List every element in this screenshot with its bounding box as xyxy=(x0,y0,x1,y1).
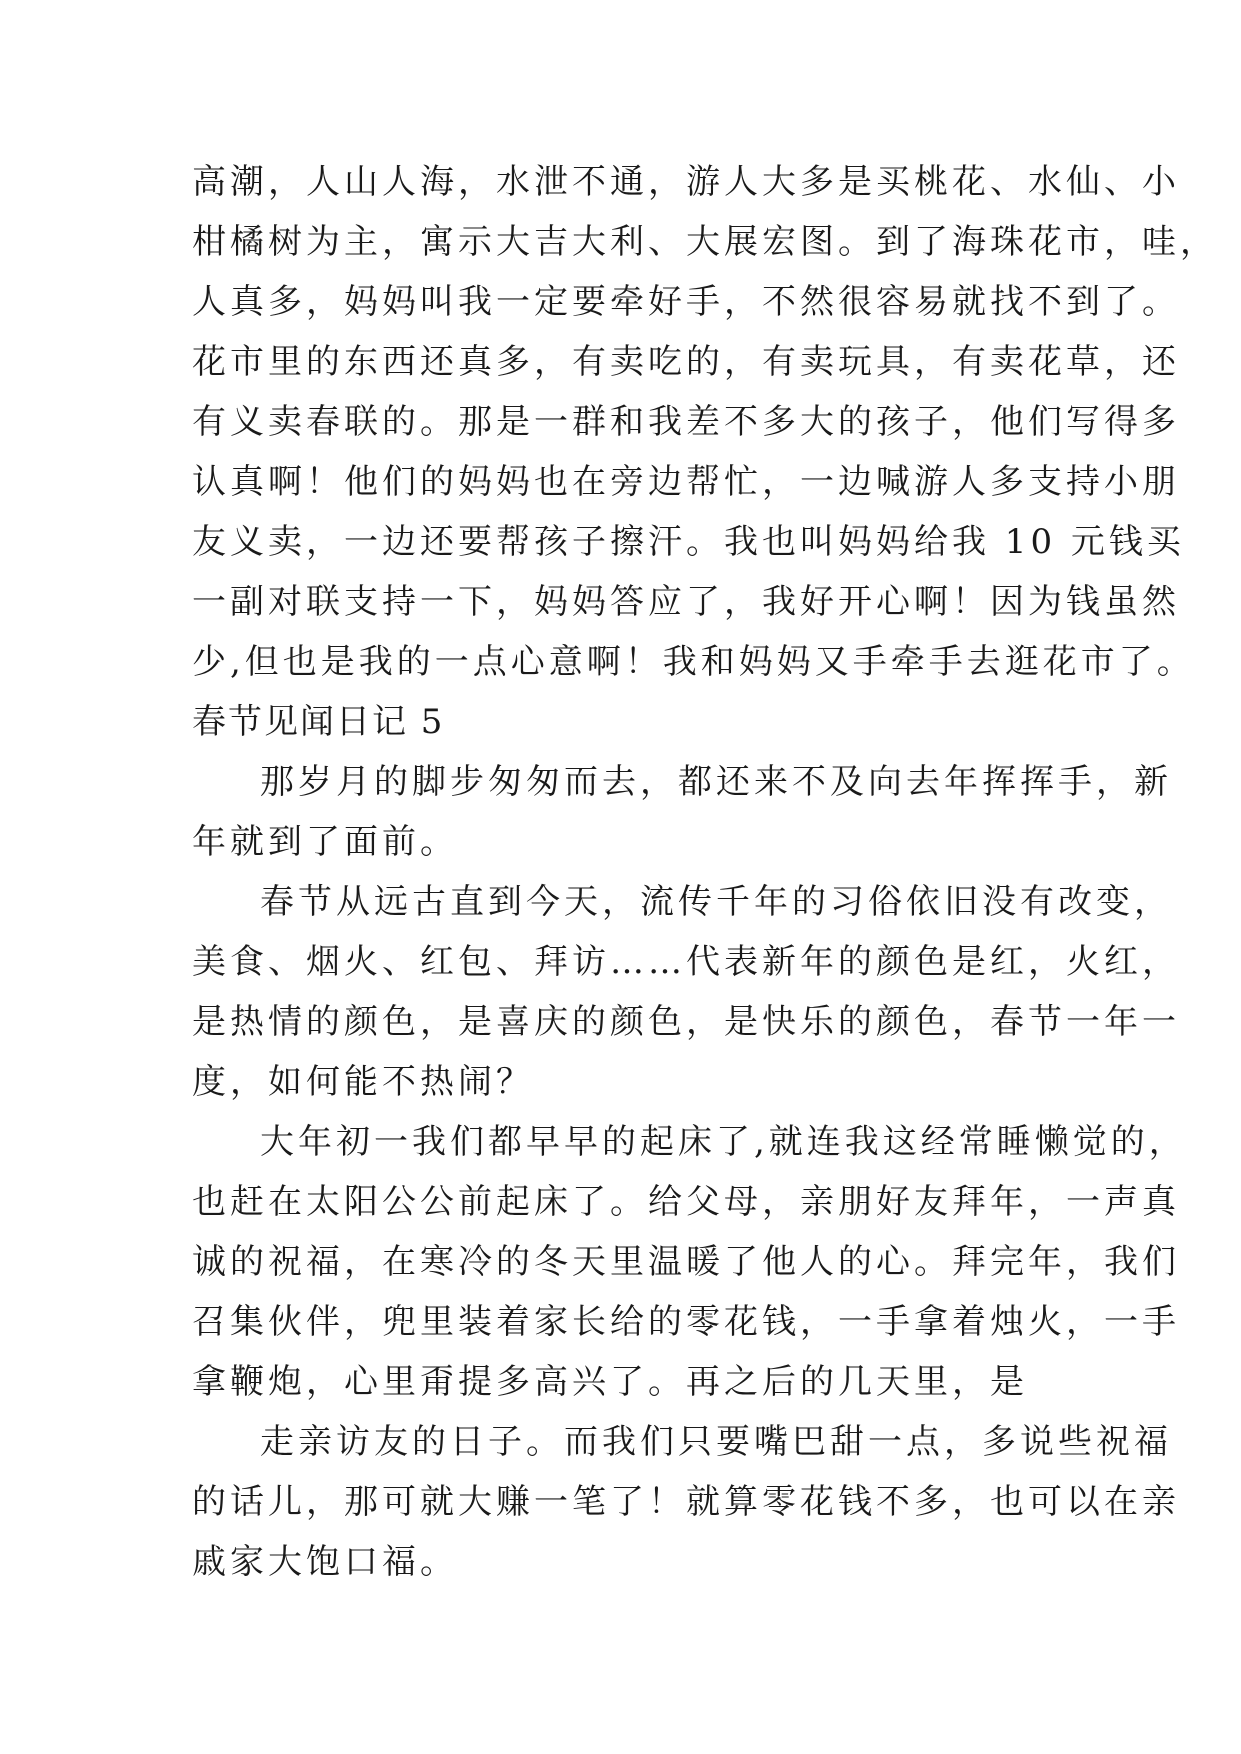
text-line: 美食、烟火、红包、拜访……代表新年的颜色是红，火红， xyxy=(192,942,1180,982)
text-line: 花市里的东西还真多，有卖吃的，有卖玩具，有卖花草，还 xyxy=(192,342,1180,382)
continuation-paragraph xyxy=(192,152,1218,692)
text-line: 少,但也是我的一点心意啊！我和妈妈又手牵手去逛花市了。 xyxy=(192,642,1195,682)
text-line: 走亲访友的日子。而我们只要嘴巴甜一点，多说些祝福 xyxy=(260,1422,1172,1462)
text-line: 人真多，妈妈叫我一定要牵好手，不然很容易就找不到了。 xyxy=(192,282,1180,322)
text-line: 是热情的颜色，是喜庆的颜色，是快乐的颜色，春节一年一 xyxy=(192,1002,1180,1042)
document-page xyxy=(192,152,1218,1592)
text-line: 友义卖，一边还要帮孩子擦汗。我也叫妈妈给我 10 元钱买 xyxy=(192,522,1185,562)
text-line: 高潮，人山人海，水泄不通，游人大多是买桃花、水仙、小 xyxy=(192,162,1180,202)
paragraph-4 xyxy=(192,1412,1180,1592)
paragraph-2 xyxy=(192,872,1180,1112)
text-line: 柑橘树为主，寓示大吉大利、大展宏图。到了海珠花市，哇， xyxy=(192,222,1218,262)
section-title: 春节见闻日记 5 xyxy=(192,702,445,742)
text-line: 召集伙伴，兜里装着家长给的零花钱，一手拿着烛火，一手 xyxy=(192,1302,1180,1342)
text-line: 度，如何能不热闹？ xyxy=(192,1062,534,1102)
text-line: 一副对联支持一下，妈妈答应了，我好开心啊！因为钱虽然 xyxy=(192,582,1180,622)
text-line: 大年初一我们都早早的起床了,就连我这经常睡懒觉的， xyxy=(260,1122,1187,1162)
text-line: 拿鞭炮，心里甭提多高兴了。再之后的几天里，是 xyxy=(192,1362,1028,1402)
text-line: 春节从远古直到今天，流传千年的习俗依旧没有改变， xyxy=(260,882,1172,922)
text-line: 也赶在太阳公公前起床了。给父母，亲朋好友拜年，一声真 xyxy=(192,1182,1180,1222)
text-line: 有义卖春联的。那是一群和我差不多大的孩子，他们写得多 xyxy=(192,402,1180,442)
text-line: 年就到了面前。 xyxy=(192,822,458,862)
text-line: 那岁月的脚步匆匆而去，都还来不及向去年挥挥手，新 xyxy=(260,762,1172,802)
text-line: 戚家大饱口福。 xyxy=(192,1542,458,1582)
text-line: 认真啊！他们的妈妈也在旁边帮忙，一边喊游人多支持小朋 xyxy=(192,462,1180,502)
text-line: 的话儿，那可就大赚一笔了！就算零花钱不多，也可以在亲 xyxy=(192,1482,1180,1522)
paragraph-1 xyxy=(192,752,1172,872)
paragraph-3 xyxy=(192,1112,1187,1412)
text-line: 诚的祝福，在寒冷的冬天里温暖了他人的心。拜完年，我们 xyxy=(192,1242,1180,1282)
